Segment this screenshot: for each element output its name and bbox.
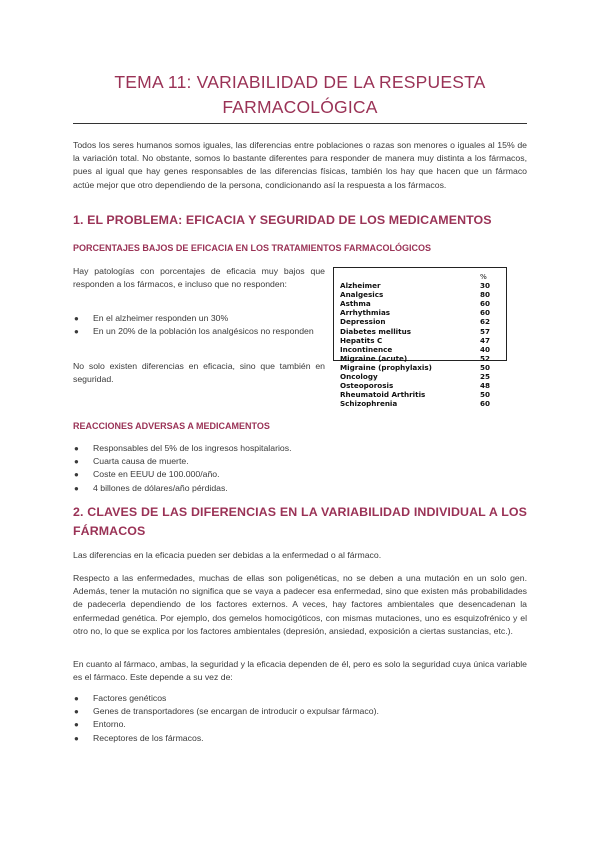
title-divider: [73, 123, 527, 124]
page-title: TEMA 11: VARIABILIDAD DE LA RESPUESTA FARMACOLÓGICA: [114, 72, 486, 117]
table-row: [340, 308, 500, 317]
efficacy-value: 80: [480, 290, 491, 300]
efficacy-value: 50: [480, 390, 491, 400]
list-item-text: Factores genéticos: [93, 693, 167, 703]
table-row: [340, 363, 500, 372]
percent-header: %: [480, 272, 487, 281]
list-item: [73, 325, 325, 338]
bullet-icon: ●: [74, 457, 79, 467]
table-row: [340, 354, 500, 363]
bullet-icon: ●: [74, 327, 79, 337]
list-item-text: Entorno.: [93, 719, 126, 730]
efficacy-table: [333, 267, 507, 409]
bullet-icon: ●: [74, 733, 79, 743]
list-item: [73, 468, 527, 481]
pathology-name: Migraine (acute): [340, 353, 408, 363]
list-item: [73, 732, 527, 745]
table-row: [340, 290, 500, 299]
pathology-name: Schizophrenia: [340, 399, 398, 409]
intro-paragraph: Todos los seres humanos somos iguales, las diferencias entre poblaciones o razas son menores o iguales al 15% de la variación total. No obstante, somos lo bastante diferentes para responder de manera muy distinta a los fármacos, pues al igual que hay genes responsables de las diferencias físicas, también los hay que hacen que un fármaco actúe mejor que otro dependiendo de la persona, condicionando así la respuesta a los fármacos.: [73, 140, 527, 190]
pathology-name: Osteoporosis: [340, 381, 394, 391]
table-row: [340, 390, 500, 399]
pathology-name: Depression: [340, 317, 386, 327]
bullet-icon: ●: [74, 707, 79, 717]
efficacy-value: 40: [480, 344, 491, 354]
table-row: [340, 327, 500, 336]
list-item-text: 4 billones de dólares/año pérdidas.: [93, 482, 228, 493]
pathology-name: Hepatits C: [340, 335, 383, 345]
efficacy-value: 48: [480, 381, 491, 391]
bullet-icon: ●: [74, 444, 79, 453]
list-item-text: Cuarta causa de muerte.: [93, 456, 189, 467]
list-item: [73, 455, 527, 468]
section-2-paragraph-2: Respecto a las enfermedades, muchas de ellas son poligenéticas, no se deben a una mutación en un solo gen. Además, tener la mutación no significa que se vaya a padecer esa enfermedad, sino que existen más probabilidades de padecerla dependiendo de los factores externos. A veces, hay factores ambientales que desencadenan la enfermedad genética. Por ejemplo, dos gemelos homocigóticos, con mismas mutaciones, uno es esquizofrénico y el otro no, lo que se explica por los factores ambientales (depresión, ansiedad, exposición a ciertas sustancias, etc.).: [73, 573, 527, 636]
efficacy-value: 52: [480, 353, 491, 363]
bullet-icon: ●: [74, 483, 79, 493]
efficacy-bullets: [73, 312, 325, 338]
list-item: [73, 482, 527, 495]
efficacy-value: 25: [480, 372, 491, 382]
bullet-icon: ●: [74, 720, 79, 730]
efficacy-value: 57: [480, 326, 491, 336]
pathology-name: Incontinence: [340, 344, 393, 354]
table-row: [340, 281, 500, 290]
pathology-name: Arrhythmias: [340, 308, 391, 318]
list-item-text: Receptores de los fármacos.: [93, 732, 204, 743]
list-item: [73, 692, 527, 705]
bullet-icon: ●: [74, 470, 79, 480]
efficacy-paragraph: Hay patologías con porcentajes de eficacia muy bajos que responden a los fármacos, e incluso que no responden:: [73, 266, 325, 290]
pathology-name: Oncology: [340, 372, 378, 382]
table-row: [340, 299, 500, 308]
section-2-paragraph-1: Las diferencias en la eficacia pueden ser debidas a la enfermedad o al fármaco.: [73, 550, 382, 560]
bullet-icon: ●: [74, 314, 79, 323]
subheading-adverse-reactions: REACCIONES ADVERSAS A MEDICAMENTOS: [73, 421, 270, 431]
drug-factors-bullets: [73, 692, 527, 745]
list-item-text: En el alzheimer responden un 30%: [93, 313, 229, 323]
table-row: [340, 372, 500, 381]
section-2-heading: 2. CLAVES DE LAS DIFERENCIAS EN LA VARIABILIDAD INDIVIDUAL A LOS FÁRMACOS: [73, 505, 527, 538]
table-row: [340, 381, 500, 390]
table-row: [340, 399, 500, 408]
efficacy-value: 50: [480, 362, 491, 372]
table-row: [340, 345, 500, 354]
list-item: [73, 312, 325, 325]
list-item: [73, 718, 527, 731]
list-item: [73, 705, 527, 718]
pathology-name: Asthma: [340, 299, 371, 309]
table-row: [340, 336, 500, 345]
efficacy-value: 30: [480, 281, 491, 291]
pathology-name: Alzheimer: [340, 281, 381, 291]
section-1-heading: 1. EL PROBLEMA: EFICACIA Y SEGURIDAD DE LOS MEDICAMENTOS: [73, 213, 492, 227]
list-item: [73, 442, 527, 455]
list-item-text: Genes de transportadores (se encargan de introducir o expulsar fármaco).: [93, 706, 379, 717]
adverse-reactions-bullets: [73, 442, 527, 495]
table-header-row: [340, 272, 500, 281]
efficacy-value: 60: [480, 299, 491, 309]
efficacy-value: 62: [480, 317, 491, 327]
list-item-text: Coste en EEUU de 100.000/año.: [93, 469, 220, 480]
subheading-efficacy: PORCENTAJES BAJOS DE EFICACIA EN LOS TRATAMIENTOS FARMACOLÓGICOS: [73, 243, 432, 253]
section-2-paragraph-3: En cuanto al fármaco, ambas, la seguridad y la eficacia dependen de él, pero es solo la seguridad cuya única variable es el fármaco. Este depende a su vez de:: [73, 659, 527, 683]
list-item-text: En un 20% de la población los analgésicos no responden: [93, 326, 314, 337]
efficacy-value: 47: [480, 335, 491, 345]
pathology-name: Analgesics: [340, 290, 384, 300]
pathology-name: Migraine (prophylaxis): [340, 362, 432, 372]
list-item-text: Responsables del 5% de los ingresos hospitalarios.: [93, 443, 292, 453]
efficacy-value: 60: [480, 399, 491, 409]
bullet-icon: ●: [74, 694, 79, 703]
safety-paragraph: No solo existen diferencias en eficacia, sino que también en seguridad.: [73, 361, 325, 385]
pathology-name: Rheumatoid Arthritis: [340, 390, 426, 400]
table-row: [340, 317, 500, 326]
efficacy-value: 60: [480, 308, 491, 318]
pathology-name: Diabetes mellitus: [340, 326, 411, 336]
